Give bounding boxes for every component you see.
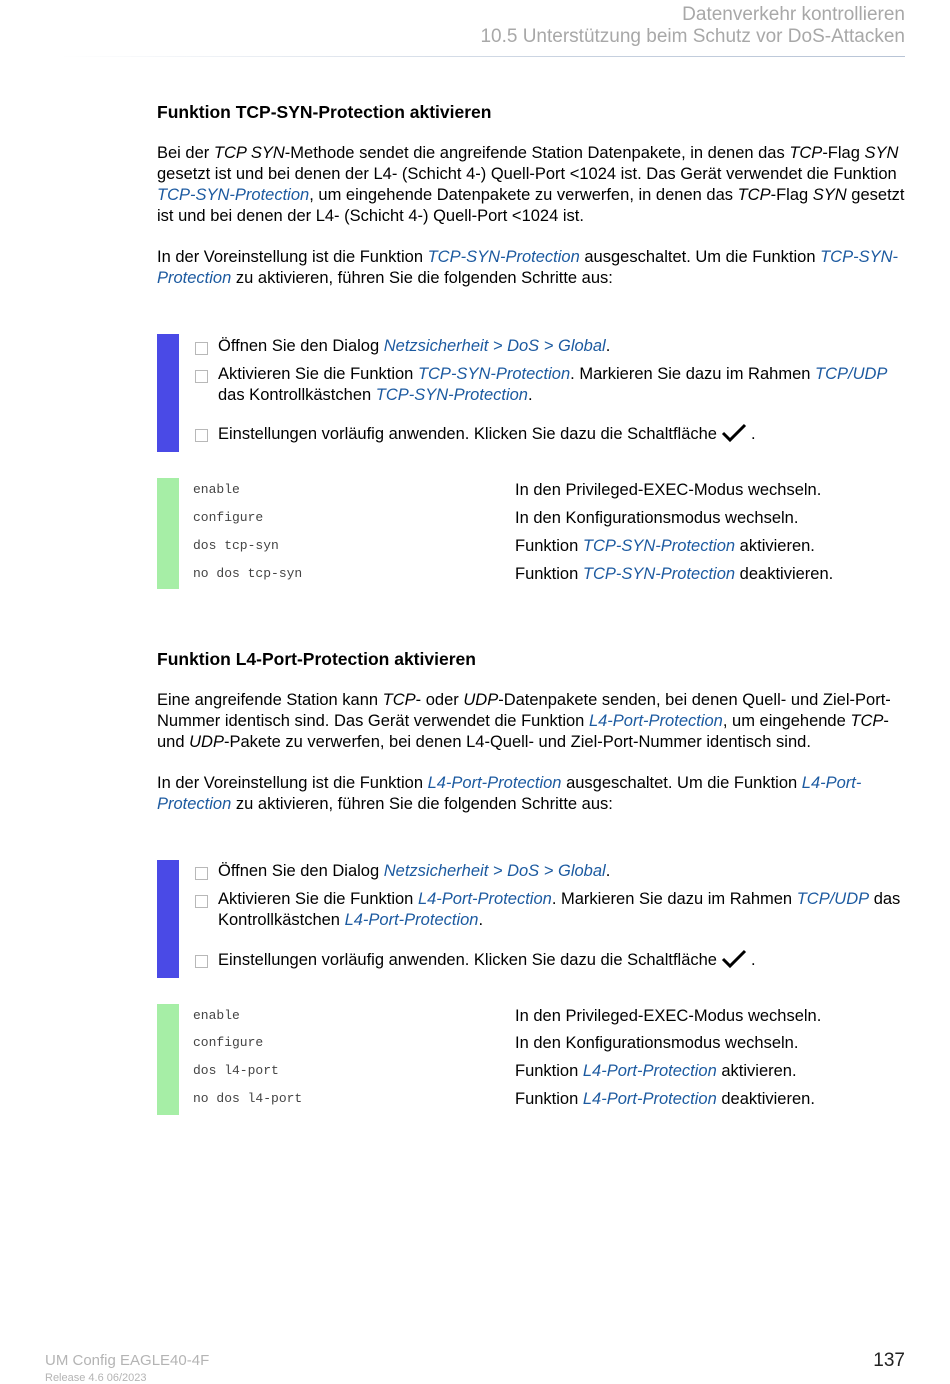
cli-command: no dos tcp-syn bbox=[193, 566, 303, 581]
paragraph-tcp-intro: Bei der TCP SYN-Methode sendet die angreifende Station Datenpakete, in denen das TCP-Flag SYN gesetzt ist und bei denen der L4- (Schicht 4-) Quell-Port <1024 ist. Das Gerät verwendet die Funktion TCP-SYN-Protection, um eingehende Datenpakete zu verwerfen, in denen das TCP-Flag SYN gesetzt ist und bei denen der L4- (Schicht 4-) Quell-Port <1024 ist. bbox=[157, 144, 905, 225]
section-heading-l4-port: Funktion L4-Port-Protection aktivieren bbox=[157, 649, 476, 669]
section-heading-tcp-syn: Funktion TCP-SYN-Protection aktivieren bbox=[157, 102, 492, 122]
checkmark-icon bbox=[721, 949, 747, 975]
step-checkbox-icon bbox=[195, 895, 208, 908]
step-checkbox-icon bbox=[195, 867, 208, 880]
header-rule bbox=[60, 56, 905, 57]
cli-description: Funktion TCP-SYN-Protection deaktivieren. bbox=[515, 565, 834, 583]
term-link: TCP-SYN-Protection bbox=[157, 186, 310, 204]
paragraph-tcp-default: In der Voreinstellung ist die Funktion TCP-SYN-Protection ausgeschaltet. Um die Funktion TCP-SYN-Protection zu aktivieren, führen Sie die folgenden Schritte aus: bbox=[157, 248, 899, 287]
procedure-bar bbox=[157, 334, 179, 452]
step-open-dialog: Öffnen Sie den Dialog Netzsicherheit > DoS > Global. bbox=[193, 336, 908, 357]
running-header-section: 10.5 Unterstützung beim Schutz vor DoS-Attacken bbox=[480, 26, 905, 47]
step-open-dialog: Öffnen Sie den Dialog Netzsicherheit > DoS > Global. bbox=[193, 861, 908, 882]
checkmark-icon bbox=[721, 423, 747, 449]
cli-description: In den Konfigurationsmodus wechseln. bbox=[515, 1034, 799, 1052]
footer-document-title: UM Config EAGLE40-4F bbox=[45, 1352, 210, 1369]
cli-bar bbox=[157, 478, 179, 589]
cli-command: dos tcp-syn bbox=[193, 538, 279, 553]
cli-description: In den Privileged-EXEC-Modus wechseln. bbox=[515, 481, 822, 499]
cli-command: dos l4-port bbox=[193, 1063, 279, 1078]
step-checkbox-icon bbox=[195, 370, 208, 383]
paragraph-l4-default: In der Voreinstellung ist die Funktion L4-Port-Protection ausgeschaltet. Um die Funktion L4-Port-Protection zu aktivieren, führen Sie die folgenden Schritte aus: bbox=[157, 774, 862, 813]
cli-command: enable bbox=[193, 1008, 240, 1023]
cli-description: Funktion TCP-SYN-Protection aktivieren. bbox=[515, 537, 815, 555]
cli-command: configure bbox=[193, 510, 264, 525]
running-header-chapter: Datenverkehr kontrollieren bbox=[682, 4, 905, 25]
cli-description: In den Privileged-EXEC-Modus wechseln. bbox=[515, 1007, 822, 1025]
cli-command: enable bbox=[193, 482, 240, 497]
step-activate-function: Aktivieren Sie die Funktion L4-Port-Protection. Markieren Sie dazu im Rahmen TCP/UDP das Kontrollkästchen L4-Port-Protection. bbox=[193, 889, 908, 931]
paragraph-l4-intro: Eine angreifende Station kann TCP- oder UDP-Datenpakete senden, bei denen Quell- und Ziel-Port-Nummer identisch sind. Das Gerät verwendet die Funktion L4-Port-Protection, um eingehende TCP- und UDP-Pakete zu verwerfen, bei denen L4-Quell- und Ziel-Port-Nummer identisch sind. bbox=[157, 691, 891, 751]
cli-command: configure bbox=[193, 1035, 264, 1050]
procedure-bar bbox=[157, 860, 179, 978]
page-number: 137 bbox=[873, 1350, 905, 1371]
step-checkbox-icon bbox=[195, 955, 208, 968]
cli-bar bbox=[157, 1004, 179, 1115]
step-apply-settings: Einstellungen vorläufig anwenden. Klicken Sie dazu die Schaltfläche . bbox=[193, 423, 908, 449]
step-checkbox-icon bbox=[195, 429, 208, 442]
cli-description: In den Konfigurationsmodus wechseln. bbox=[515, 509, 799, 527]
cli-command: no dos l4-port bbox=[193, 1091, 303, 1106]
cli-description: Funktion L4-Port-Protection deaktivieren. bbox=[515, 1090, 815, 1108]
step-apply-settings: Einstellungen vorläufig anwenden. Klicken Sie dazu die Schaltfläche . bbox=[193, 949, 908, 975]
step-activate-function: Aktivieren Sie die Funktion TCP-SYN-Protection. Markieren Sie dazu im Rahmen TCP/UDP das Kontrollkästchen TCP-SYN-Protection. bbox=[193, 364, 908, 406]
footer-release: Release 4.6 06/2023 bbox=[45, 1372, 147, 1384]
step-checkbox-icon bbox=[195, 342, 208, 355]
cli-description: Funktion L4-Port-Protection aktivieren. bbox=[515, 1062, 797, 1080]
